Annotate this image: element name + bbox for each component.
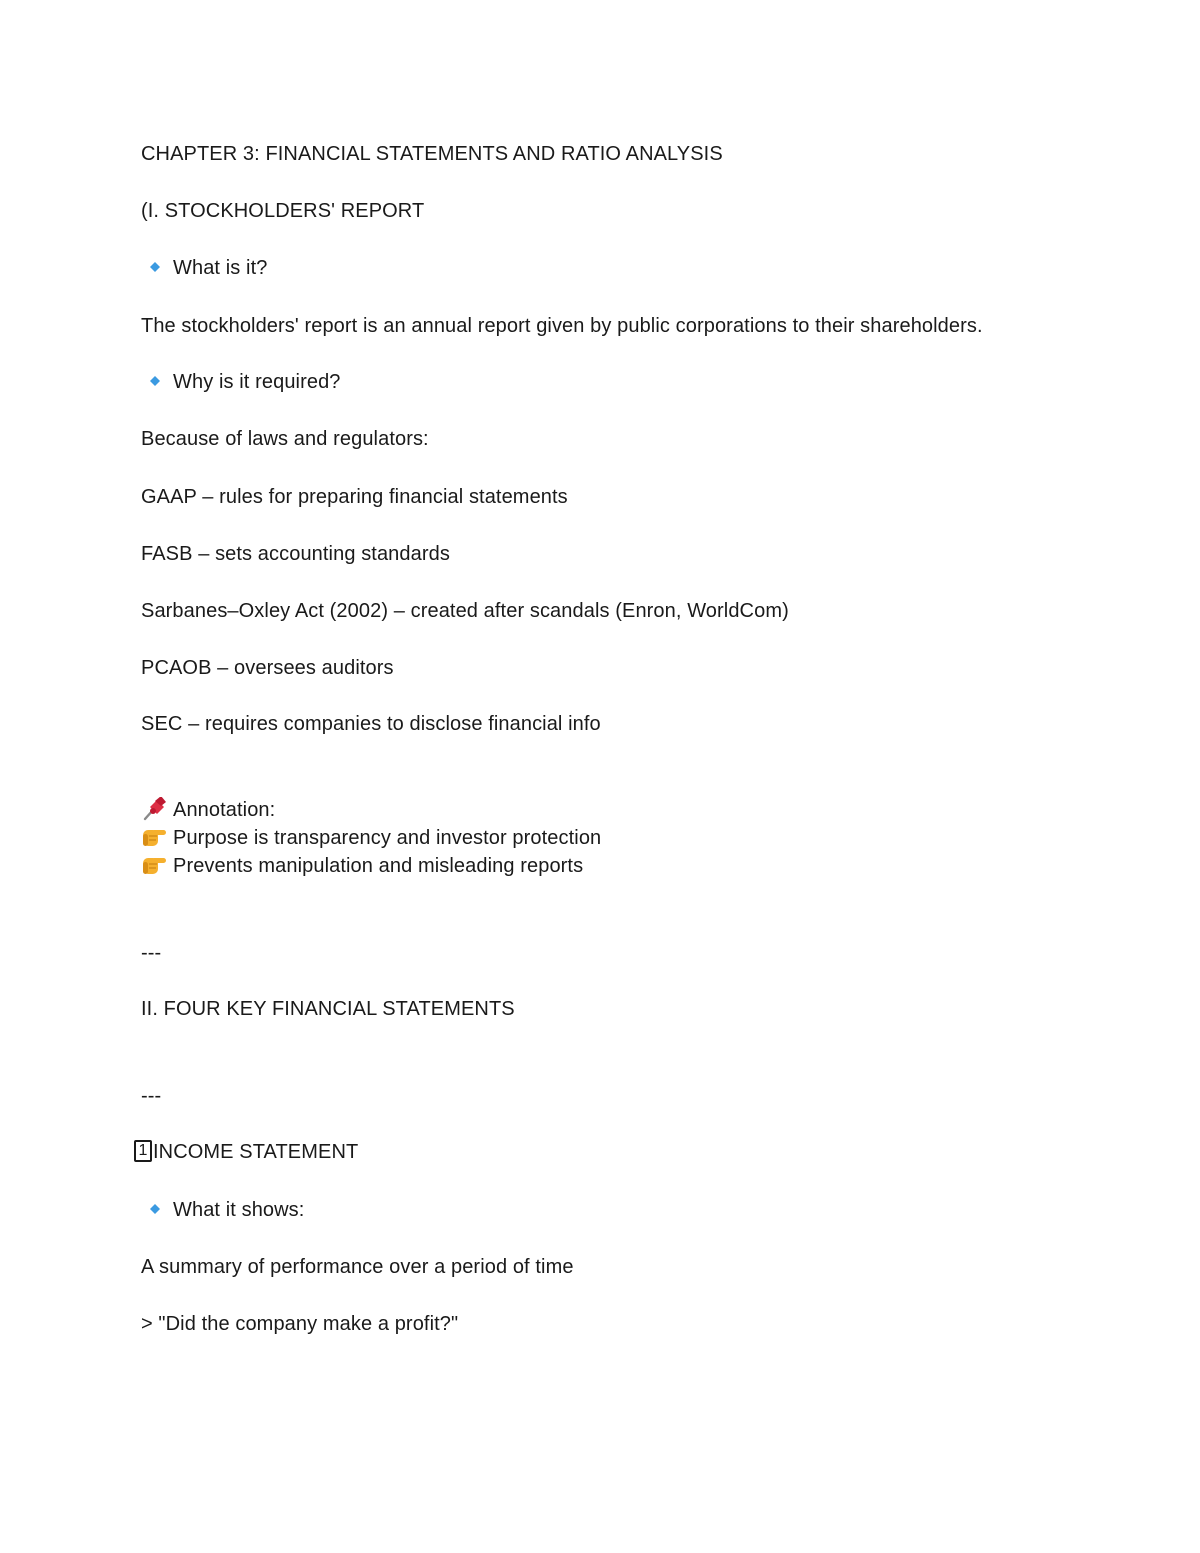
regulator-pcaob: PCAOB – oversees auditors [141, 657, 394, 679]
regulator-gaap: GAAP – rules for preparing financial statements [141, 486, 568, 508]
document-title [141, 142, 723, 166]
annotation-point-manipulation: Prevents manipulation and misleading reports [141, 854, 583, 879]
small-blue-diamond-icon [150, 1204, 160, 1214]
divider-text: --- [141, 942, 162, 964]
document-title-text: CHAPTER 3: FINANCIAL STATEMENTS AND RATIO ANALYSIS [141, 143, 723, 165]
small-blue-diamond-icon [150, 262, 160, 272]
regulator-sec: SEC – requires companies to disclose financial info [141, 713, 601, 735]
keycap-digit-one-icon: 1 [134, 1140, 152, 1162]
backhand-index-pointing-right-icon [141, 825, 167, 849]
quote-profit-question: > "Did the company make a profit?" [141, 1313, 459, 1335]
section-heading-four-statements: II. FOUR KEY FINANCIAL STATEMENTS [141, 998, 515, 1020]
regulator-fasb: FASB – sets accounting standards [141, 543, 450, 565]
divider-text: --- [141, 1085, 162, 1107]
pushpin-icon [141, 797, 167, 821]
section-heading-stockholders-report: (I. STOCKHOLDERS' REPORT [141, 200, 425, 222]
answer-what-is-it: The stockholders' report is an annual report given by public corporations to their shareholders. [141, 315, 983, 337]
item-heading-income-statement: 1 INCOME STATEMENT [141, 1140, 358, 1164]
question-what-it-shows: What it shows: [141, 1198, 304, 1222]
question-what-is-it: What is it? [141, 256, 267, 280]
annotation-point-transparency: Purpose is transparency and investor protection [141, 826, 601, 851]
regulator-sox: Sarbanes–Oxley Act (2002) – created after scandals (Enron, WorldCom) [141, 600, 789, 622]
backhand-index-pointing-right-icon [141, 853, 167, 877]
question-why-required: Why is it required? [141, 370, 341, 394]
small-blue-diamond-icon [150, 376, 160, 386]
answer-what-it-shows: A summary of performance over a period of time [141, 1256, 574, 1278]
annotation-label: Annotation: [141, 798, 275, 823]
answer-why-required: Because of laws and regulators: [141, 428, 429, 450]
